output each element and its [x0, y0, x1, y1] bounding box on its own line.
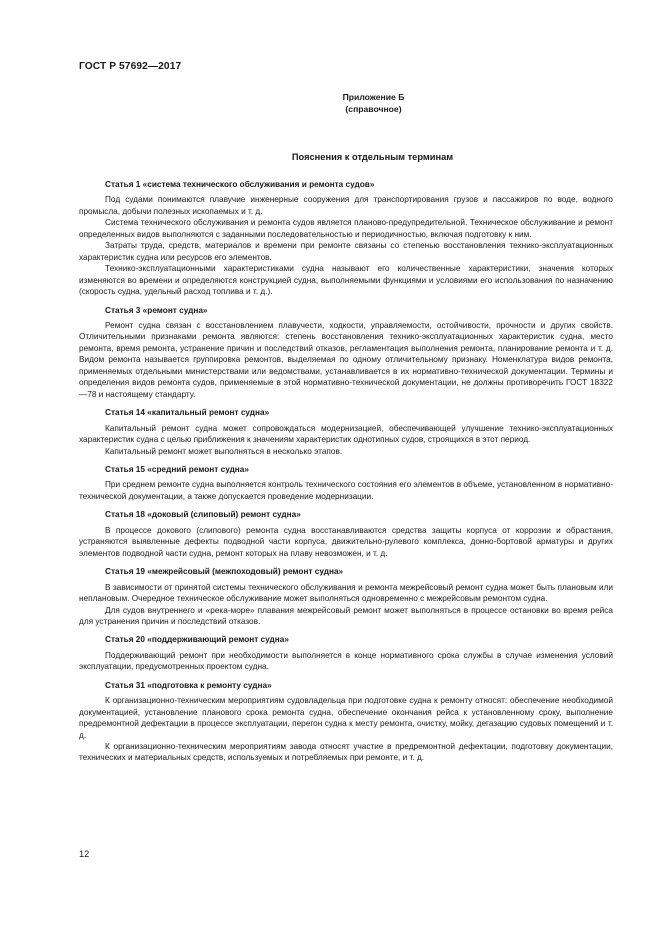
- paragraph: При среднем ремонте судна выполняется контроль технического состояния его элементов в объеме, установленном в нормативно-технической документации, а также допускается проведение модернизации.: [79, 480, 613, 501]
- article-3: [79, 305, 613, 401]
- document-body: [79, 179, 613, 771]
- appendix-heading: [0, 91, 661, 115]
- appendix-title: Приложение Б: [342, 92, 405, 102]
- section-title-text: Пояснения к отдельным терминам: [291, 152, 454, 162]
- paragraph: Для судов внутреннего и «река-море» плавания межрейсовый ремонт может выполняться в процессе остановки во время рейса для устранения причин и последствий отказов.: [79, 605, 613, 626]
- paragraph: Ремонт судна связан с восстановлением плавучести, ходкости, управляемости, остойчивости, прочности и других свойств. Отличительными признаками ремонта являются: степень восстановления технико-эксплуатационных характеристик судна, место ремонта, время ремонта, устранение причин и последствий отказов, регламентация выполнения ремонта, планирование ремонта и т. д. Видом ремонта называется группировка ремонтов, выделяемая по одному отличительному признаку. Номенклатура видов ремонта, применяемых отдельными министерствами или ведомствами, устанавливается в их нормативно-технической документации. Термины и определения видов ремонта судов, применяемые в этой нормативно-технической документации, не должны противоречить ГОСТ 18322—78 и настоящему стандарту.: [79, 320, 613, 399]
- article-14: [79, 407, 613, 457]
- article-heading: Статья 3 «ремонт судна»: [105, 305, 208, 315]
- article-15: [79, 464, 613, 502]
- article-31: [79, 680, 613, 764]
- section-title: [0, 152, 661, 162]
- page-number: 12: [79, 849, 90, 859]
- paragraph: К организационно-техническим мероприятиям завода относят участие в предремонтной дефектации, подготовку документации, технических и материальных средств, используемых и потребляемых при ремонте, и т. д.: [79, 742, 613, 763]
- article-heading: Статья 19 «межрейсовый (межпоходовый) ремонт судна»: [105, 567, 344, 577]
- paragraph: К организационно-техническим мероприятиям судовладельца при подготовке судна к ремонту относят: обеспечение необходимой документацией, установление планового срока ремонта судна, обеспечение окончания рейса к установленному сроку, выполнение предремонтной дефектации в процессе эксплуатации, перегон судна к месту ремонта, очистку, мойку, дегазацию судовых помещений и т. д.: [79, 696, 613, 740]
- paragraph: В зависимости от принятой системы технического обслуживания и ремонта межрейсовый ремонт судна может быть плановым или неплановым. Очередное техническое обслуживание может выполняться одновременно с межрейсовым ремонтом судна.: [79, 582, 613, 604]
- appendix-subtitle: (справочное): [345, 104, 402, 114]
- article-1: [79, 179, 613, 298]
- article-heading: Статья 14 «капитальный ремонт судна»: [105, 408, 270, 418]
- paragraph: Затраты труда, средств, материалов и времени при ремонте связаны со степенью восстановления технико-эксплуатационных характеристик судна или ресурсов его элементов.: [79, 241, 613, 262]
- article-heading: Статья 31 «подготовка к ремонту судна»: [105, 680, 272, 690]
- article-19: [79, 566, 613, 627]
- article-heading: Статья 15 «средний ремонт судна»: [105, 464, 249, 474]
- article-heading: Статья 20 «поддерживающий ремонт судна»: [105, 635, 289, 645]
- paragraph: Капитальный ремонт может выполняться в несколько этапов.: [105, 446, 343, 456]
- paragraph: Капитальный ремонт судна может сопровождаться модернизацией, обеспечивающей улучшение технико-эксплуатационных характеристик судна с целью приближения к значениям характеристик однотипных судов, строящихся в этот период.: [79, 423, 613, 445]
- standard-code: ГОСТ Р 57692—2017: [79, 61, 182, 72]
- article-20: [79, 634, 613, 672]
- article-heading: Статья 18 «доковый (слиповый) ремонт судна»: [105, 510, 301, 520]
- article-heading: Статья 1 «система технического обслуживания и ремонта судов»: [105, 180, 375, 189]
- article-18: [79, 509, 613, 559]
- paragraph: Под судами понимаются плавучие инженерные сооружения для транспортирования грузов и пассажиров по воде, водного промысла, добычи полезных ископаемых и т. д.: [79, 195, 613, 216]
- paragraph: В процессе докового (слипового) ремонта судна восстанавливаются средства защиты корпуса от коррозии и обрастания, устраняются выявленные дефекты подводной части корпуса, движительно-рулевого комплекса, донно-бортовой арматуры и других элементов подводной части судна, ремонт которых на плаву невозможен, и т. д.: [79, 525, 613, 558]
- paragraph: Технико-эксплуатационными характеристиками судна называют его количественные характеристики, значения которых изменяются во времени и определяются конструкцией судна, выполняемыми функциями и условиями его использования по назначению (скорость судна, удельный расход топлива и т. д.).: [79, 264, 613, 297]
- paragraph: Система технического обслуживания и ремонта судов является планово-предупредительной. Техническое обслуживание и ремонт определенных видов выполняются с заданными последовательностью и периодичностью, включая подготовку к ним.: [79, 218, 613, 239]
- paragraph: Поддерживающий ремонт при необходимости выполняется в конце нормативного срока службы в случае изменения условий эксплуатации, предусмотренных проектом судна.: [79, 650, 613, 672]
